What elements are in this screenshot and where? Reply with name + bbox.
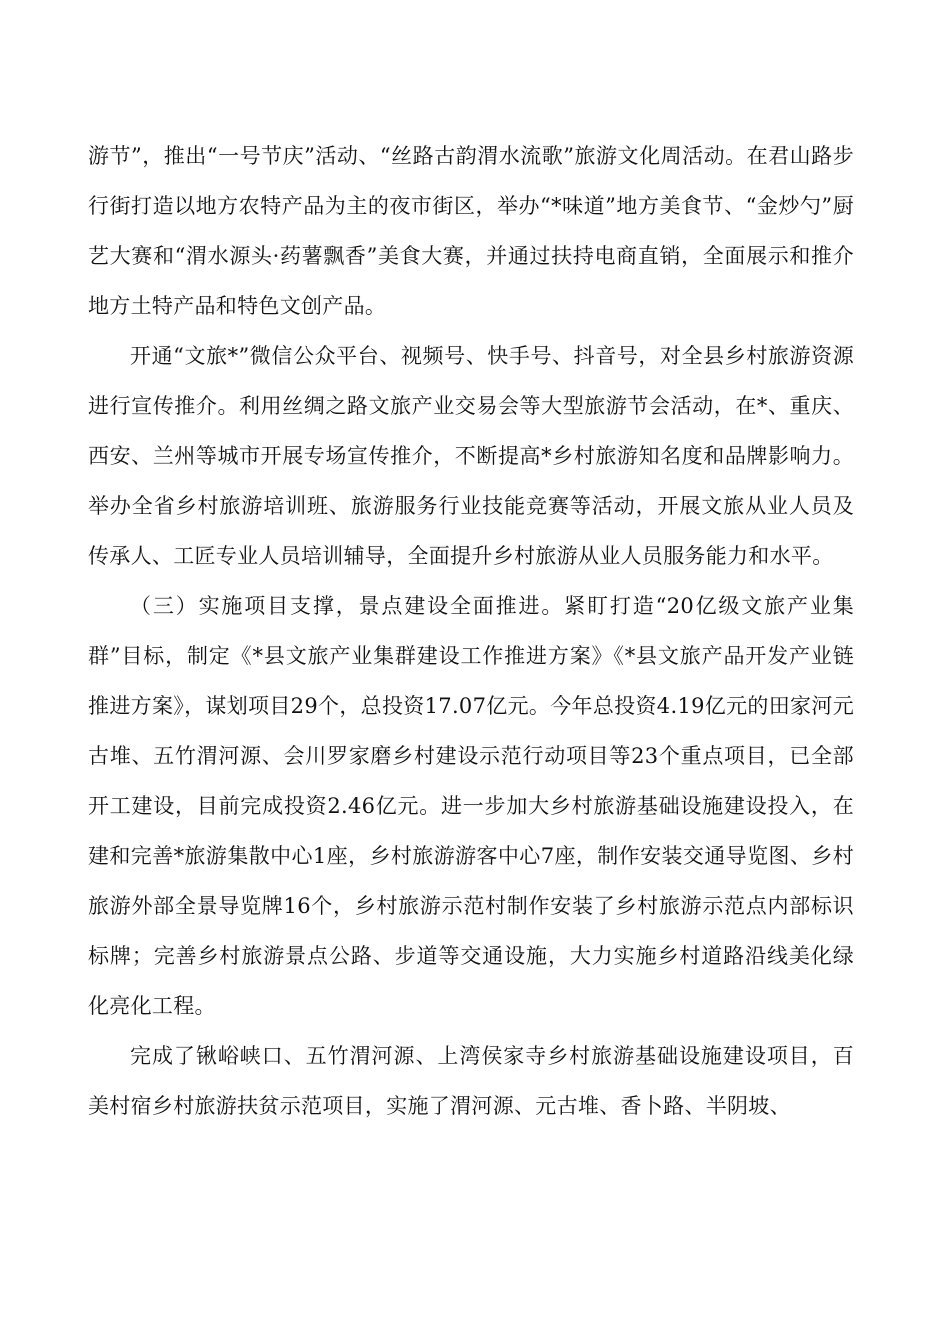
paragraph-2: 开通“文旅*”微信公众平台、视频号、快手号、抖音号，对全县乡村旅游资源进行宣传推介。利用丝绸之路文旅产业交易会等大型旅游节会活动，在*、重庆、西安、兰州等城市开展专场宣传推介，不断提高*乡村旅游知名度和品牌影响力。举办全省乡村旅游培训班、旅游服务行业技能竞赛等活动，开展文旅从业人员及传承人、工匠专业人员培训辅导，全面提升乡村旅游从业人员服务能力和水平。 xyxy=(88,344,854,568)
document-body xyxy=(88,131,854,1131)
paragraph-3: （三）实施项目支撑，景点建设全面推进。紧盯打造“20亿级文旅产业集群”目标，制定《*县文旅产业集群建设工作推进方案》《*县文旅产品开发产业链推进方案》，谋划项目29个，总投资17.07亿元。今年总投资4.19亿元的田家河元古堆、五竹渭河源、会川罗家磨乡村建设示范行动项目等23个重点项目，已全部开工建设，目前完成投资2.46亿元。进一步加大乡村旅游基础设施建设投入，在建和完善*旅游集散中心1座，乡村旅游游客中心7座，制作安装交通导览图、乡村旅游外部全景导览牌16个，乡村旅游示范村制作安装了乡村旅游示范点内部标识标牌；完善乡村旅游景点公路、步道等交通设施，大力实施乡村道路沿线美化绿化亮化工程。 xyxy=(88,594,854,1018)
paragraph-4: 完成了锹峪峡口、五竹渭河源、上湾侯家寺乡村旅游基础设施建设项目，百美村宿乡村旅游扶贫示范项目，实施了渭河源、元古堆、香卜路、半阴坡、 xyxy=(88,1044,854,1118)
paragraph-1: 游节”，推出“一号节庆”活动、“丝路古韵渭水流歌”旅游文化周活动。在君山路步行街打造以地方农特产品为主的夜市街区，举办“*味道”地方美食节、“金炒勺”厨艺大赛和“渭水源头·药薯飘香”美食大赛，并通过扶持电商直销，全面展示和推介地方土特产品和特色文创产品。 xyxy=(88,144,854,318)
